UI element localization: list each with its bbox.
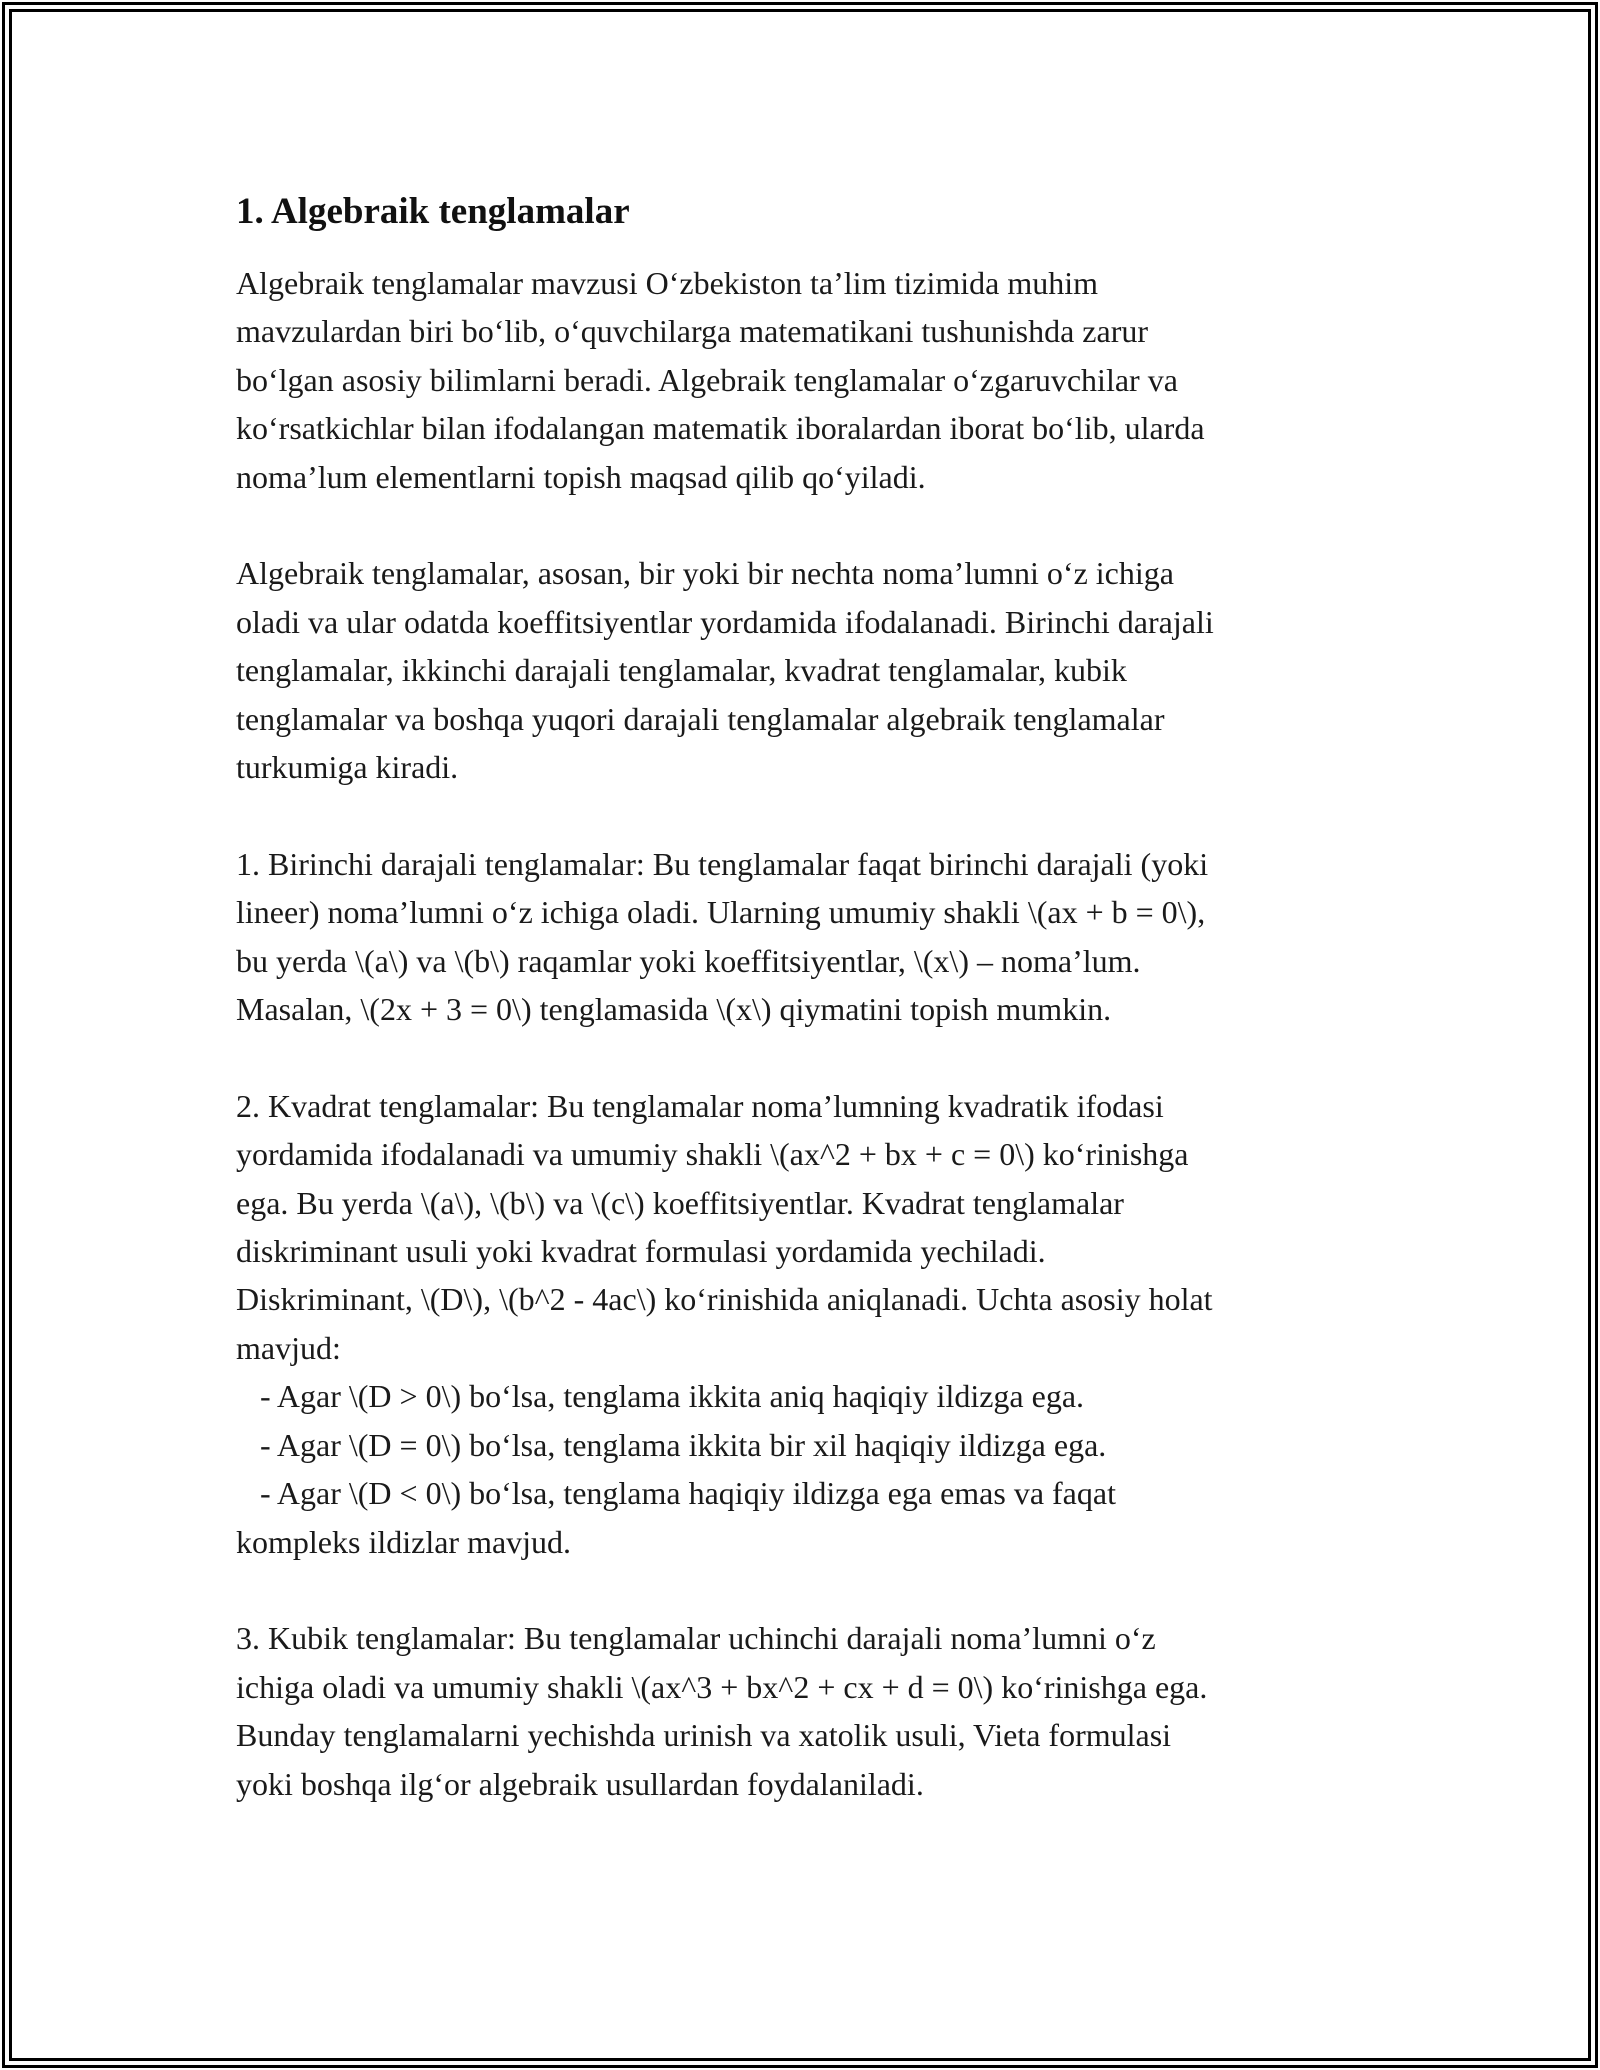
text-line: kompleks ildizlar mavjud.	[236, 1523, 572, 1560]
text-line: yordamida ifodalanadi va umumiy shakli \(ax^2 + bx + c = 0\) ko‘rinishga	[236, 1136, 1189, 1173]
list-item-text: - Agar \(D < 0\) bo‘lsa, tenglama haqiqiy ildizga ega emas va faqat	[236, 1475, 1116, 1512]
text-line: Algebraik tenglamalar, asosan, bir yoki bir nechta noma’lumni o‘z ichiga	[236, 555, 1174, 592]
list-item-text: - Agar \(D > 0\) bo‘lsa, tenglama ikkita aniq haqiqiy ildizga ega.	[236, 1378, 1085, 1415]
text-line: Algebraik tenglamalar mavzusi O‘zbekiston ta’lim tizimida muhim	[236, 265, 1098, 301]
text-line: noma’lum elementlarni topish maqsad qilib qo‘yiladi.	[236, 458, 926, 495]
text-line: Masalan, \(2x + 3 = 0\) tenglamasida \(x\) qiymatini topish mumkin.	[236, 991, 1112, 1028]
text-line: ichiga oladi va umumiy shakli \(ax^3 + bx^2 + cx + d = 0\) ko‘rinishga ega.	[236, 1668, 1208, 1705]
paragraph-linear	[236, 840, 1356, 1034]
paragraph-cubic	[236, 1614, 1356, 1808]
document-body	[236, 188, 1356, 1856]
text-line: turkumiga kiradi.	[236, 749, 459, 786]
text-line: oladi va ular odatda koeffitsiyentlar yordamida ifodalanadi. Birinchi darajali	[236, 603, 1214, 640]
text-line: ega. Bu yerda \(a\), \(b\) va \(c\) koeffitsiyentlar. Kvadrat tenglamalar	[236, 1184, 1124, 1221]
text-line: yoki boshqa ilg‘or algebraik usullardan foydalaniladi.	[236, 1765, 924, 1802]
text-line: lineer) noma’lumni o‘z ichiga oladi. Ularning umumiy shakli \(ax + b = 0\),	[236, 894, 1206, 931]
text-line: tenglamalar, ikkinchi darajali tenglamalar, kvadrat tenglamalar, kubik	[236, 652, 1127, 689]
text-line: mavzulardan biri bo‘lib, o‘quvchilarga matematikani tushunishda zarur	[236, 313, 1149, 350]
section-heading: 1. Algebraik tenglamalar	[236, 191, 630, 232]
paragraph-intro	[236, 259, 1356, 501]
text-line: ko‘rsatkichlar bilan ifodalangan matematik iboralardan iborat bo‘lib, ularda	[236, 410, 1205, 447]
paragraph-quadratic	[236, 1082, 1356, 1566]
text-line: tenglamalar va boshqa yuqori darajali tenglamalar algebraik tenglamalar	[236, 700, 1165, 737]
text-line: 3. Kubik tenglamalar: Bu tenglamalar uchinchi darajali noma’lumni o‘z	[236, 1620, 1156, 1657]
text-line: Diskriminant, \(D\), \(b^2 - 4ac\) ko‘rinishida aniqlanadi. Uchta asosiy holat	[236, 1281, 1213, 1318]
text-line: mavjud:	[236, 1329, 341, 1366]
text-line: bu yerda \(a\) va \(b\) raqamlar yoki koeffitsiyentlar, \(x\) – noma’lum.	[236, 942, 1141, 979]
text-line: bo‘lgan asosiy bilimlarni beradi. Algebraik tenglamalar o‘zgaruvchilar va	[236, 361, 1178, 398]
text-line: 2. Kvadrat tenglamalar: Bu tenglamalar noma’lumning kvadratik ifodasi	[236, 1087, 1164, 1124]
text-line: diskriminant usuli yoki kvadrat formulasi yordamida yechiladi.	[236, 1233, 1046, 1270]
text-line: 1. Birinchi darajali tenglamalar: Bu tenglamalar faqat birinchi darajali (yoki	[236, 845, 1209, 882]
list-item-text: - Agar \(D = 0\) bo‘lsa, tenglama ikkita bir xil haqiqiy ildizga ega.	[236, 1426, 1107, 1463]
paragraph-overview	[236, 549, 1356, 791]
text-line: Bunday tenglamalarni yechishda urinish va xatolik usuli, Vieta formulasi	[236, 1717, 1172, 1754]
